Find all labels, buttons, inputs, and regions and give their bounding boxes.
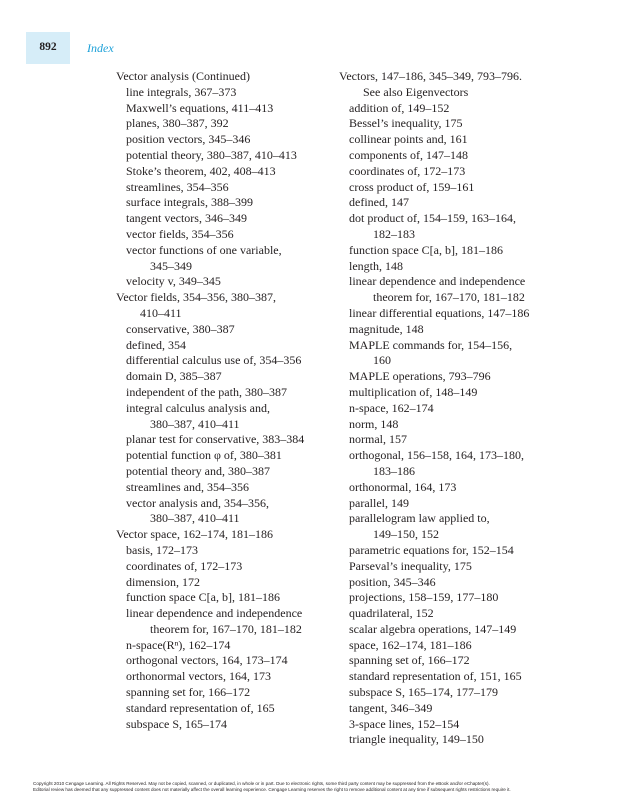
index-entry: subspace S, 165–174 bbox=[126, 716, 227, 731]
index-entry: potential theory, 380–387, 410–413 bbox=[126, 147, 297, 162]
index-entry: planes, 380–387, 392 bbox=[126, 116, 229, 131]
index-entry: 3-space lines, 152–154 bbox=[349, 716, 460, 731]
index-entry: position, 345–346 bbox=[349, 574, 436, 589]
page-number-box bbox=[26, 32, 70, 64]
index-entry: 380–387, 410–411 bbox=[150, 416, 240, 431]
index-entry: Vector analysis (Continued) bbox=[116, 69, 250, 83]
index-entry: 410–411 bbox=[140, 305, 182, 320]
index-entry: velocity v, 349–345 bbox=[126, 274, 221, 289]
index-entry: orthogonal vectors, 164, 173–174 bbox=[126, 653, 288, 668]
index-entry: magnitude, 148 bbox=[349, 321, 424, 336]
index-entry: potential theory and, 380–387 bbox=[126, 463, 270, 478]
index-entry: space, 162–174, 181–186 bbox=[349, 637, 472, 652]
index-entry: streamlines, 354–356 bbox=[126, 179, 229, 194]
index-entry: vector functions of one variable, bbox=[126, 242, 282, 257]
index-entry: linear differential equations, 147–186 bbox=[349, 305, 530, 320]
index-entry: Parseval’s inequality, 175 bbox=[349, 558, 472, 573]
index-entry: theorem for, 167–170, 181–182 bbox=[150, 621, 302, 636]
index-entry: subspace S, 165–174, 177–179 bbox=[349, 685, 498, 700]
index-entry: multiplication of, 148–149 bbox=[349, 384, 478, 399]
index-entry: independent of the path, 380–387 bbox=[126, 384, 287, 399]
index-entry: length, 148 bbox=[349, 258, 403, 273]
index-entry: 160 bbox=[373, 353, 391, 368]
index-entry: defined, 147 bbox=[349, 195, 409, 210]
index-entry: coordinates of, 172–173 bbox=[349, 163, 466, 178]
index-entry: tangent, 346–349 bbox=[349, 700, 433, 715]
index-entry: standard representation of, 151, 165 bbox=[349, 669, 522, 684]
index-column-right bbox=[339, 69, 569, 748]
index-entry: 380–387, 410–411 bbox=[150, 511, 240, 526]
index-entry: streamlines and, 354–356 bbox=[126, 479, 249, 494]
index-entry: orthonormal, 164, 173 bbox=[349, 479, 457, 494]
index-entry: Vectors, 147–186, 345–349, 793–796. bbox=[339, 69, 522, 83]
index-entry: Stoke’s theorem, 402, 408–413 bbox=[126, 163, 276, 178]
index-entry: standard representation of, 165 bbox=[126, 700, 275, 715]
index-entry: Vector fields, 354–356, 380–387, bbox=[116, 290, 276, 305]
section-title: Index bbox=[87, 41, 114, 55]
index-entry: position vectors, 345–346 bbox=[126, 132, 251, 147]
index-entry: dot product of, 154–159, 163–164, bbox=[349, 211, 516, 226]
index-entry: function space C[a, b], 181–186 bbox=[349, 242, 503, 257]
page-number: 892 bbox=[39, 41, 57, 53]
copyright-line-1: Copyright 2010 Cengage Learning. All Rights Reserved. May not be copied, scanned, or duplicated, in whole or in part. Due to electronic rights, some third party content may be suppressed from the eBook and/or eChapter(s). bbox=[33, 781, 490, 786]
copyright-footer bbox=[33, 781, 613, 793]
index-entry: 149–150, 152 bbox=[373, 527, 439, 542]
index-entry: parallel, 149 bbox=[349, 495, 409, 510]
copyright-line-2: Editorial review has deemed that any suppressed content does not materially affect the overall learning experience. Cengage Learning reserves the right to remove additional content at any time if subsequent rights restrictions require it. bbox=[33, 787, 511, 792]
index-entry: Bessel’s inequality, 175 bbox=[349, 116, 463, 131]
index-entry: Vector space, 162–174, 181–186 bbox=[116, 527, 273, 542]
index-entry: potential function φ of, 380–381 bbox=[126, 448, 282, 463]
index-entry: See also Eigenvectors bbox=[363, 84, 469, 99]
index-entry: projections, 158–159, 177–180 bbox=[349, 590, 499, 605]
index-entry: quadrilateral, 152 bbox=[349, 606, 434, 621]
index-entry: coordinates of, 172–173 bbox=[126, 558, 243, 573]
index-entry: basis, 172–173 bbox=[126, 542, 198, 557]
index-entry: linear dependence and independence bbox=[349, 274, 526, 289]
index-entry: domain D, 385–387 bbox=[126, 369, 222, 384]
index-entry: vector analysis and, 354–356, bbox=[126, 495, 269, 510]
index-entry: parametric equations for, 152–154 bbox=[349, 542, 514, 557]
index-entry: surface integrals, 388–399 bbox=[126, 195, 253, 210]
index-entry: parallelogram law applied to, bbox=[349, 511, 490, 526]
index-entry: integral calculus analysis and, bbox=[126, 400, 270, 415]
index-entry: Maxwell’s equations, 411–413 bbox=[126, 100, 274, 115]
index-entry: triangle inequality, 149–150 bbox=[349, 732, 484, 747]
index-entry: normal, 157 bbox=[349, 432, 407, 447]
index-entry: defined, 354 bbox=[126, 337, 186, 352]
index-entry: spanning set of, 166–172 bbox=[349, 653, 470, 668]
index-entry: 345–349 bbox=[150, 258, 192, 273]
index-entry: 182–183 bbox=[373, 226, 415, 241]
index-entry: dimension, 172 bbox=[126, 574, 200, 589]
index-entry: n-space, 162–174 bbox=[349, 400, 434, 415]
index-entry: linear dependence and independence bbox=[126, 606, 303, 621]
index-entry: addition of, 149–152 bbox=[349, 100, 450, 115]
index-entry: conservative, 380–387 bbox=[126, 321, 235, 336]
index-entry: spanning set for, 166–172 bbox=[126, 685, 251, 700]
index-entry: collinear points and, 161 bbox=[349, 132, 468, 147]
index-entry: 183–186 bbox=[373, 463, 415, 478]
index-entry: scalar algebra operations, 147–149 bbox=[349, 621, 517, 636]
index-entry: MAPLE operations, 793–796 bbox=[349, 369, 491, 384]
index-entry: vector fields, 354–356 bbox=[126, 226, 234, 241]
index-entry: cross product of, 159–161 bbox=[349, 179, 475, 194]
index-entry: orthonormal vectors, 164, 173 bbox=[126, 669, 271, 684]
index-entry: theorem for, 167–170, 181–182 bbox=[373, 290, 525, 305]
index-entry: line integrals, 367–373 bbox=[126, 84, 237, 99]
index-entry: components of, 147–148 bbox=[349, 147, 468, 162]
index-entry: n-space(Rⁿ), 162–174 bbox=[126, 637, 231, 652]
index-column-left bbox=[116, 69, 336, 732]
index-entry: tangent vectors, 346–349 bbox=[126, 211, 247, 226]
index-entry: planar test for conservative, 383–384 bbox=[126, 432, 305, 447]
index-entry: norm, 148 bbox=[349, 416, 399, 431]
index-entry: function space C[a, b], 181–186 bbox=[126, 590, 280, 605]
index-entry: MAPLE commands for, 154–156, bbox=[349, 337, 513, 352]
index-entry: differential calculus use of, 354–356 bbox=[126, 353, 302, 368]
index-entry: orthogonal, 156–158, 164, 173–180, bbox=[349, 448, 524, 463]
